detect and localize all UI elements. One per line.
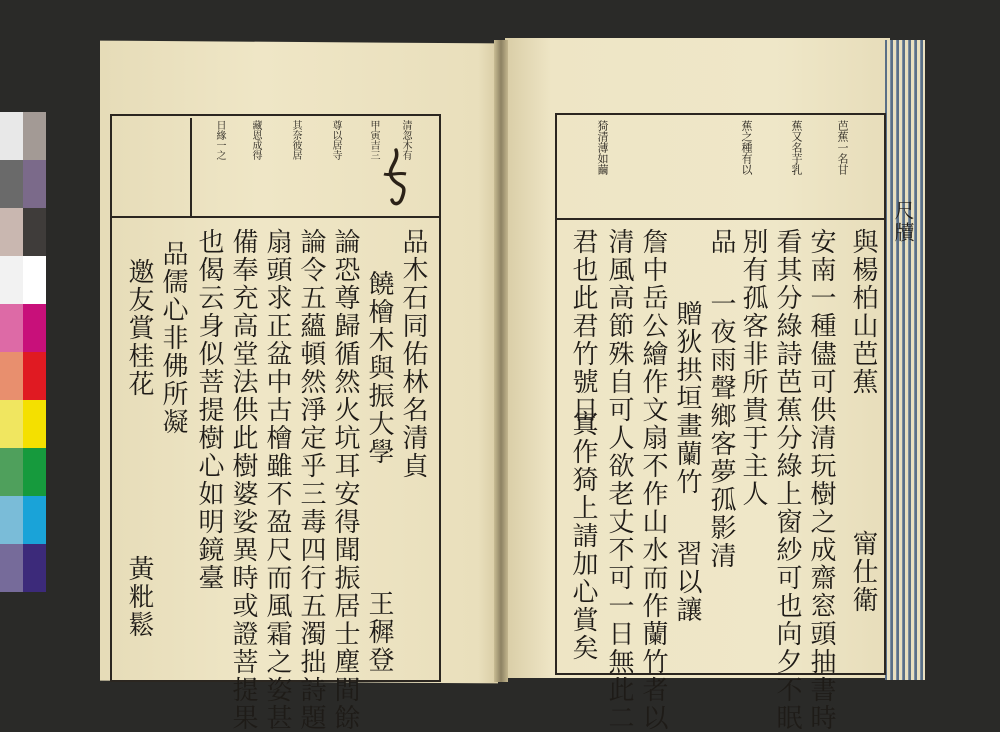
text-column: 論令五蘊頓然淨定乎三毒四行五濁拙詩題 xyxy=(296,228,326,732)
text-column: 一夜雨聲鄉客夢孤影清 xyxy=(706,290,736,570)
header-note: 蕉又名芋乳 xyxy=(790,120,803,175)
header-note: 芭蕉一名甘 xyxy=(836,120,849,175)
text-column: 別有孤客非所貴于主人 xyxy=(738,228,768,508)
header-note: 藏恩成得 xyxy=(250,120,261,160)
calibration-swatch xyxy=(23,352,46,400)
header-note: 日緣一之 xyxy=(214,120,225,160)
header-note: 尊以居寺 xyxy=(330,120,341,160)
text-column: 饒檜木與振大學 xyxy=(364,270,394,466)
page-edges xyxy=(885,40,925,680)
text-column: 備奉充高堂法供此樹婆娑異時或證菩提果 xyxy=(228,228,258,732)
calibration-swatch xyxy=(23,208,46,256)
calibration-swatch xyxy=(0,448,23,496)
ink-mark xyxy=(378,148,414,208)
right-header-rule xyxy=(555,218,885,220)
calibration-swatch xyxy=(0,208,23,256)
calibration-swatch xyxy=(23,160,46,208)
author-name: 甯仕衛 xyxy=(848,530,878,614)
text-column: 品木石同佑林名清貞 xyxy=(398,228,428,480)
author-name: 習以讓 xyxy=(672,540,702,624)
text-column: 看其分綠詩芭蕉分綠上窗紗可也向夕不眠 xyxy=(772,228,802,732)
calibration-swatch xyxy=(23,448,46,496)
text-column: 品儒心非佛所凝 xyxy=(158,240,188,436)
book-gutter xyxy=(494,40,508,682)
text-column: 詹中岳公繪作文扇不作山水而作蘭竹者以 xyxy=(638,228,668,732)
calibration-swatch xyxy=(23,496,46,544)
text-column: 邀友賞桂花 xyxy=(124,258,154,398)
calibration-swatch xyxy=(0,256,23,304)
text-column: 扇頭求正盆中古檜雖不盈尺而風霜之姿甚 xyxy=(262,228,292,732)
text-column: 安南一種儘可供清玩樹之成齋窓頭抽書時 xyxy=(806,228,836,732)
calibration-swatch xyxy=(23,112,46,160)
header-note: 蕉之種有以 xyxy=(740,120,753,175)
text-column: 品 xyxy=(706,228,736,256)
left-header-rule xyxy=(110,216,440,218)
author-name: 王穉登 xyxy=(364,590,394,674)
text-column: 君也此君竹號日 xyxy=(568,228,598,424)
calibration-swatch xyxy=(23,400,46,448)
calibration-swatch xyxy=(0,496,23,544)
header-note: 甲寅吉三 xyxy=(368,120,379,160)
text-column: 與楊柏山芭蕉 xyxy=(848,228,878,396)
calibration-swatch xyxy=(23,256,46,304)
header-note: 猗清薄如繭 xyxy=(596,120,609,175)
side-label: 尺牘 xyxy=(891,200,915,244)
left-column-rule xyxy=(190,118,192,216)
header-note: 其奈彼居 xyxy=(290,120,301,160)
text-column: 寘作猗上請加心賞矣 xyxy=(568,410,598,662)
text-column: 也偈云身似菩提樹心如明鏡臺 xyxy=(194,228,224,592)
text-column: 清風高節殊自可人欲老丈不可一日無此二 xyxy=(604,228,634,732)
header-note: 清忽木有 xyxy=(400,120,411,160)
author-name: 黃粃鬆 xyxy=(124,555,154,639)
color-calibration-strip xyxy=(0,112,46,592)
text-column: 贈狄拱垣畫蘭竹 xyxy=(672,300,702,496)
calibration-swatch xyxy=(23,544,46,592)
calibration-swatch xyxy=(0,544,23,592)
calibration-swatch xyxy=(0,352,23,400)
calibration-swatch xyxy=(0,160,23,208)
calibration-swatch xyxy=(23,304,46,352)
calibration-swatch xyxy=(0,400,23,448)
calibration-swatch xyxy=(0,112,23,160)
text-column: 論恐尊歸循然火坑耳安得聞振居士塵間餘 xyxy=(330,228,360,732)
calibration-swatch xyxy=(0,304,23,352)
